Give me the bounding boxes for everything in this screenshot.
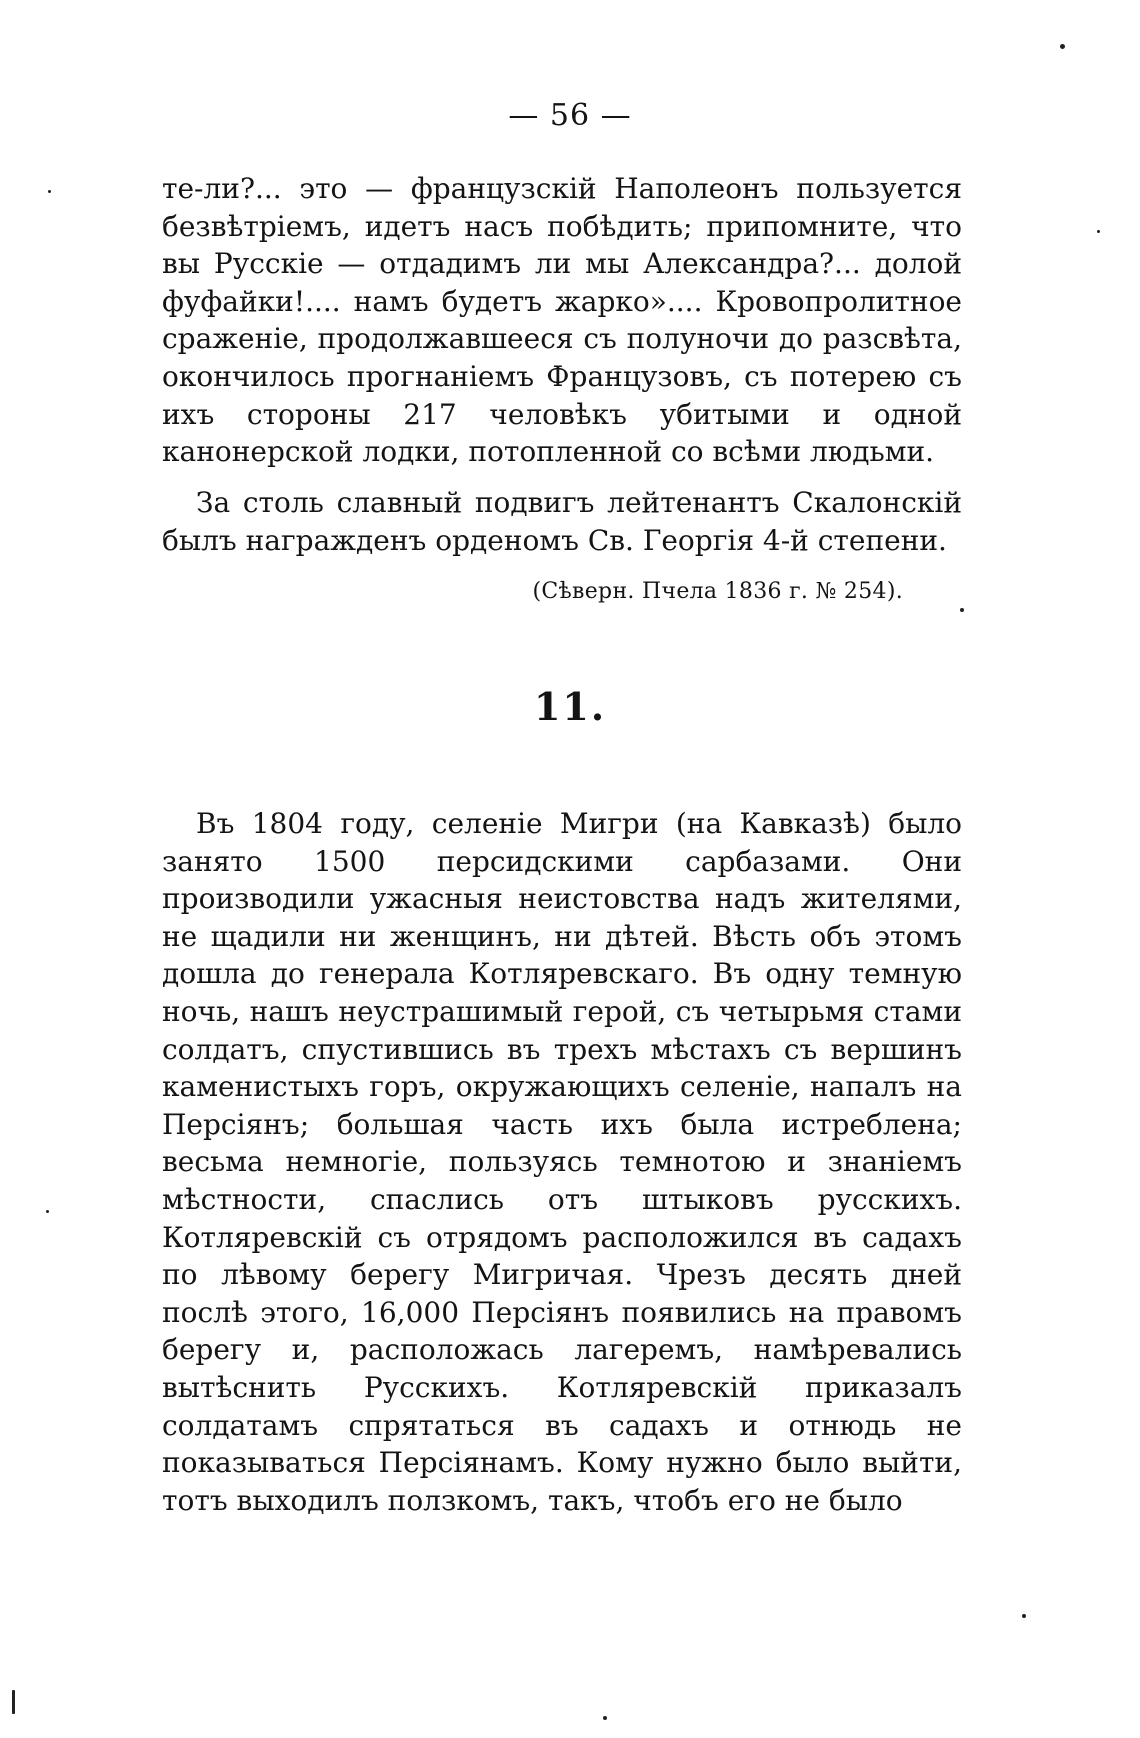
scan-speck [603,1716,607,1720]
paragraph-continued: те-ли?... это — французскій Наполеонъ пользуется безвѣтріемъ, идетъ насъ побѣдить; припомните, что вы Русскіе — отдадимъ ли мы Александра?... долой фуфайки!.... намъ будетъ жарко».... Кровопролитное сраженіе, продолжавшееся съ полуночи до разсвѣта, окончилось прогнаніемъ Французовъ, съ потерею съ ихъ стороны 217 человѣкъ убитыми и одной канонерской лодки, потопленной со всѣми людьми. [162,172,962,469]
source-citation: (Сѣверн. Пчела 1836 г. № 254). [532,579,903,604]
page-number: — 56 — [508,98,632,133]
scan-speck [1097,230,1100,233]
paragraph-award: За столь славный подвигъ лейтенантъ Скалонскій былъ награжденъ орденомъ Св. Георгія 4-й степени. [162,486,962,557]
scan-speck [46,1210,49,1213]
section-number: 11. [533,684,607,729]
scan-speck [12,1690,15,1714]
scan-speck [960,608,964,612]
scan-speck [1060,44,1065,49]
scan-speck [48,190,51,193]
paragraph-section-11: Въ 1804 году, селеніе Мигри (на Кавказѣ) было занято 1500 персидскими сарбазами. Они производили ужасныя неистовства надъ жителями, не щадили ни женщинъ, ни дѣтей. Вѣсть объ этомъ дошла до генерала Котляревскаго. Въ одну темную ночь, нашъ неустрашимый герой, съ четырьмя стами солдатъ, спустившись въ трехъ мѣстахъ съ вершинъ каменистыхъ горъ, окружающихъ селеніе, напалъ на Персіянъ; большая часть ихъ была истреблена; весьма немногіе, пользуясь темнотою и знаніемъ мѣстности, спаслись отъ штыковъ русскихъ. Котляревскій съ отрядомъ расположился въ садахъ по лѣвому берегу Мигричая. Чрезъ десять дней послѣ этого, 16,000 Персіянъ появились на правомъ берегу и, расположась лагеремъ, намѣревались вытѣснить Русскихъ. Котляревскій приказалъ солдатамъ спрятаться въ садахъ и отнюдь не показываться Персіянамъ. Кому нужно было выйти, тотъ выходилъ ползкомъ, такъ, чтобъ его не было [162,807,962,1517]
scan-speck [1022,1614,1026,1618]
